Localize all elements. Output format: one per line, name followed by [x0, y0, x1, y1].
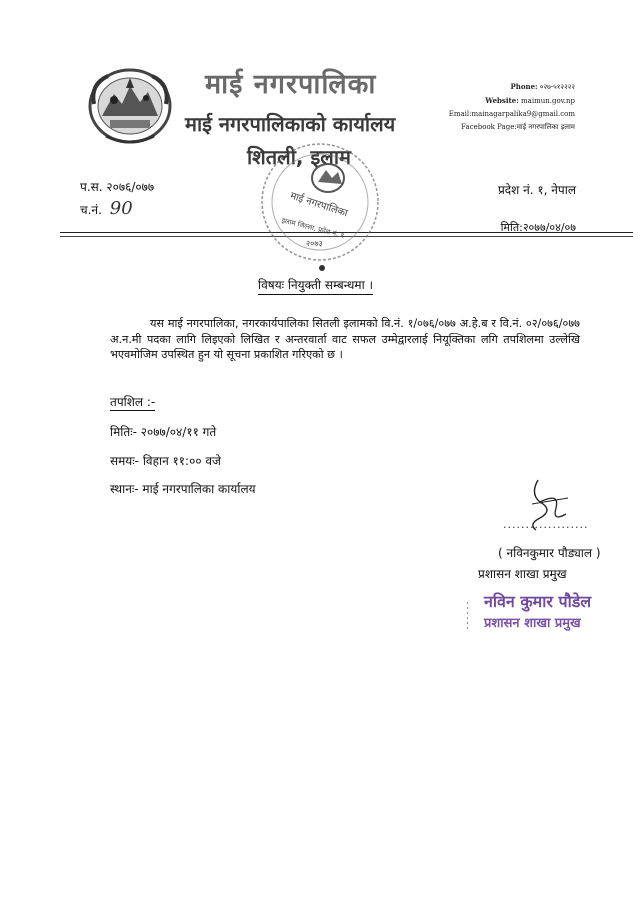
- signature-line: ...................: [503, 518, 589, 531]
- office-title: माई नगरपालिकाको कार्यालय: [185, 112, 396, 136]
- seal-text-middle: इलाम जिल्ला, प्रदेश नं. १: [280, 216, 345, 240]
- contact-facebook: Facebook Page:माई नगरपालिका इलाम: [461, 123, 575, 131]
- contact-phone: Phone: ०२७-५१२२२२: [510, 82, 575, 91]
- margin-mark: [466, 602, 469, 630]
- stamp-name-text: नविन कुमार पौडेल: [484, 592, 592, 611]
- dispatch-label: च.नं.: [80, 203, 102, 217]
- letter-body: यस माई नगरपालिका, नगरकार्यपालिका सितली इलामको वि.नं. १/०७६/०७७ अ.हे.ब र वि.नं. ०२/०७६/०७७ अ.न.मी पदका लागि लिइएको लिखित र अन्तरवार्ता वाट सफल उम्मेद्वारलाई नियूक्तिका लगि तपशिलमा उल्लेखि भएवमोजिम उपस्थित हुन यो सूचना प्रकाशित गरिएको छ ।: [110, 317, 580, 361]
- office-location: शितली, इलाम: [247, 145, 352, 169]
- seal-text-top: माई नगरपालिका: [288, 190, 349, 220]
- dispatch-number-handwritten: 90: [109, 198, 133, 219]
- signatory-name: ( नविनकुमार पौड्याल ): [498, 546, 601, 560]
- province-line: प्रदेश नं. १, नेपाल: [497, 183, 576, 197]
- contact-website: Website: maimun.gov.np: [485, 96, 575, 105]
- contact-block: [449, 80, 575, 134]
- dispatch-number: [80, 198, 133, 219]
- letter-reference-number: प.स. २०७६/०७७: [80, 180, 155, 194]
- office-seal-stamp: [240, 140, 400, 280]
- details-time: समयः- विहान ११:०० वजे: [110, 454, 221, 468]
- details-heading: तपशिल :-: [110, 395, 156, 409]
- letter-date: मिति:२०७७/०४/०७: [500, 221, 576, 234]
- stamp-title-text: प्रशासन शाखा प्रमुख: [484, 616, 581, 631]
- signatory-name-stamp: [478, 587, 628, 635]
- seal-text-bottom: २०७३: [306, 239, 323, 248]
- details-place: स्थानः- माई नगरपालिका कार्यालय: [110, 482, 256, 496]
- nepal-government-emblem-icon: [84, 64, 176, 148]
- signatory-title: प्रशासन शाखा प्रमुख: [478, 567, 567, 581]
- municipality-title: माई नगरपालिका: [205, 69, 377, 100]
- letter-subject: विषयः नियुक्ती सम्बन्धमा ।: [258, 276, 373, 295]
- contact-email: Email:mainagarpalika9@gmail.com: [448, 110, 575, 118]
- details-date: मितिः- २०७७/०४/११ गते: [110, 425, 217, 439]
